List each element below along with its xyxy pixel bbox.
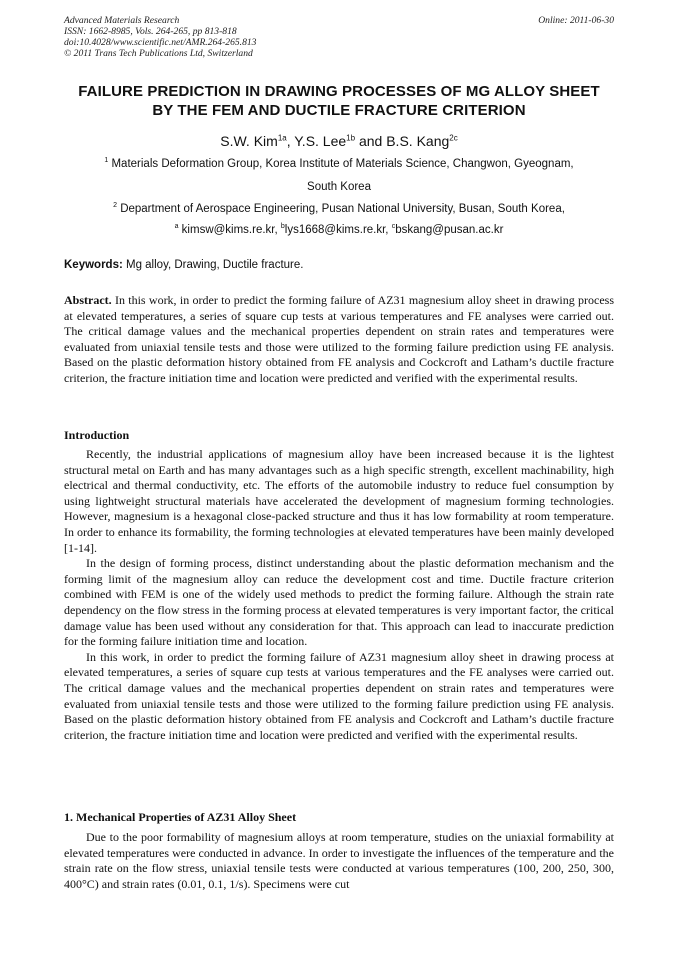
author-list [40, 132, 638, 150]
doi-line: doi:10.4028/www.scientific.net/AMR.264-265.813 [64, 37, 257, 48]
online-date: Online: 2011-06-30 [538, 15, 614, 26]
author-2: Y.S. Lee [294, 133, 347, 149]
intro-paragraph-3: In this work, in order to predict the forming failure of AZ31 magnesium alloy sheet in drawing process at elevated temperatures, a series of square cup tests at various temperatures and the FE analyses were carried out. The critical damage values and the mechanical properties dependent on strain rates and temperatures were evaluated from uniaxial tensile tests and those were utilized to the forming failure prediction using FE analysis. Based on the plastic deformation history obtained from FE analysis and Cockcroft and Latham’s ductile fracture criterion, the fracture initiation time and location were predicted and verified with the experimental results. [64, 649, 614, 742]
email-a: kimsw@kims.re.kr, [178, 224, 281, 236]
author-1-sup: 1a [277, 133, 287, 143]
affiliation-1-sup: 1 [104, 157, 109, 165]
author-1: S.W. Kim [220, 133, 278, 149]
abstract-label: Abstract. [64, 293, 112, 307]
author-2-sup: 1b [346, 133, 356, 143]
affiliation-1-text: Materials Deformation Group, Korea Institute of Materials Science, Changwon, Gyeognam, [108, 158, 574, 170]
abstract-text: In this work, in order to predict the forming failure of AZ31 magnesium alloy sheet in drawing process at elevated temperatures, a series of square cup tests at various temperatures and FE analyses were carried out. The critical damage values and the mechanical properties dependent on strain rates and temperatures were evaluated from uniaxial tensile tests and those were utilized to the forming failure prediction using FE analysis. Based on the plastic deformation history obtained from FE analysis and Cockcroft and Latham’s ductile fracture criterion, the fracture initiation time and location were predicted and verified with the experimental results. [64, 293, 614, 385]
keywords-text: Mg alloy, Drawing, Ductile fracture. [122, 259, 304, 271]
intro-paragraph-2: In the design of forming process, distinct understanding about the plastic deformation mechanism and the forming limit of the magnesium alloy can reduce the development cost and time. Ductile fracture criterion combined with FEM is one of the widely used methods to predict the forming failure. Although the strain rate dependency on the flow stress in the forming process at elevated temperatures is very important factor, the critical damage value has been used without any consideration for that. This approach can lead to inaccurate prediction for the forming failure initiation time and location. [64, 556, 614, 649]
journal-header [64, 15, 614, 59]
author-sep-2: and [355, 133, 387, 149]
author-3-sup: 2c [449, 133, 458, 143]
email-a-sup: a [174, 223, 179, 231]
introduction-heading: Introduction [64, 428, 130, 442]
copyright-line: © 2011 Trans Tech Publications Ltd, Switzerland [64, 48, 253, 59]
affiliation-1-country: South Korea [307, 181, 371, 193]
affiliation-2-text: Department of Aerospace Engineering, Pusan National University, Busan, South Korea, [117, 203, 565, 215]
email-b: lys1668@kims.re.kr, [284, 224, 392, 236]
paper-title [40, 82, 638, 120]
section-1-paragraph-1: Due to the poor formability of magnesium alloys at room temperature, studies on the uniaxial formability at elevated temperatures were conducted in advance. In order to investigate the influences of the temperature and the strain rate on the flow stress, uniaxial tensile tests were conducted at various temperatures (100, 200, 250, 300, 400°C) and strain rates (0.01, 0.1, 1/s). Specimens were cut [64, 830, 614, 891]
affiliation-2 [70, 202, 608, 216]
intro-paragraph-1: Recently, the industrial applications of magnesium alloy have been increased because it is the lightest structural metal on Earth and has many advantages such as a high specific strength, excellent machinability, high electrical and thermal conductivity, etc. The efforts of the automobile industry to reduce fuel consumption by using lightweight structural materials have accelerated the development of magnesium forming technologies. However, magnesium is a hexagonal close-packed structure and thus it has low formability at room temperature. In order to enhance its formability, the forming technologies at elevated temperatures have been mainly developed [1-14]. [64, 447, 614, 555]
email-line [70, 223, 608, 237]
introduction-body [64, 447, 614, 743]
affiliation-2-sup: 2 [113, 202, 117, 210]
abstract [64, 293, 614, 387]
journal-name: Advanced Materials Research [64, 15, 180, 26]
section-1-body [64, 830, 614, 892]
section-1-heading: 1. Mechanical Properties of AZ31 Alloy Sheet [64, 810, 297, 824]
keywords [64, 258, 614, 272]
title-line-2: BY THE FEM AND DUCTILE FRACTURE CRITERION [152, 102, 526, 119]
email-c-sup: c [391, 223, 396, 231]
email-c: bskang@pusan.ac.kr [395, 224, 504, 236]
author-3: B.S. Kang [386, 133, 450, 149]
keywords-label: Keywords: [64, 259, 123, 271]
affiliation-1 [70, 157, 608, 171]
email-b-sup: b [280, 223, 285, 231]
title-line-1: FAILURE PREDICTION IN DRAWING PROCESSES OF MG ALLOY SHEET [78, 83, 600, 100]
issn-line: ISSN: 1662-8985, Vols. 264-265, pp 813-818 [64, 26, 237, 37]
author-sep-1: , [286, 133, 295, 149]
